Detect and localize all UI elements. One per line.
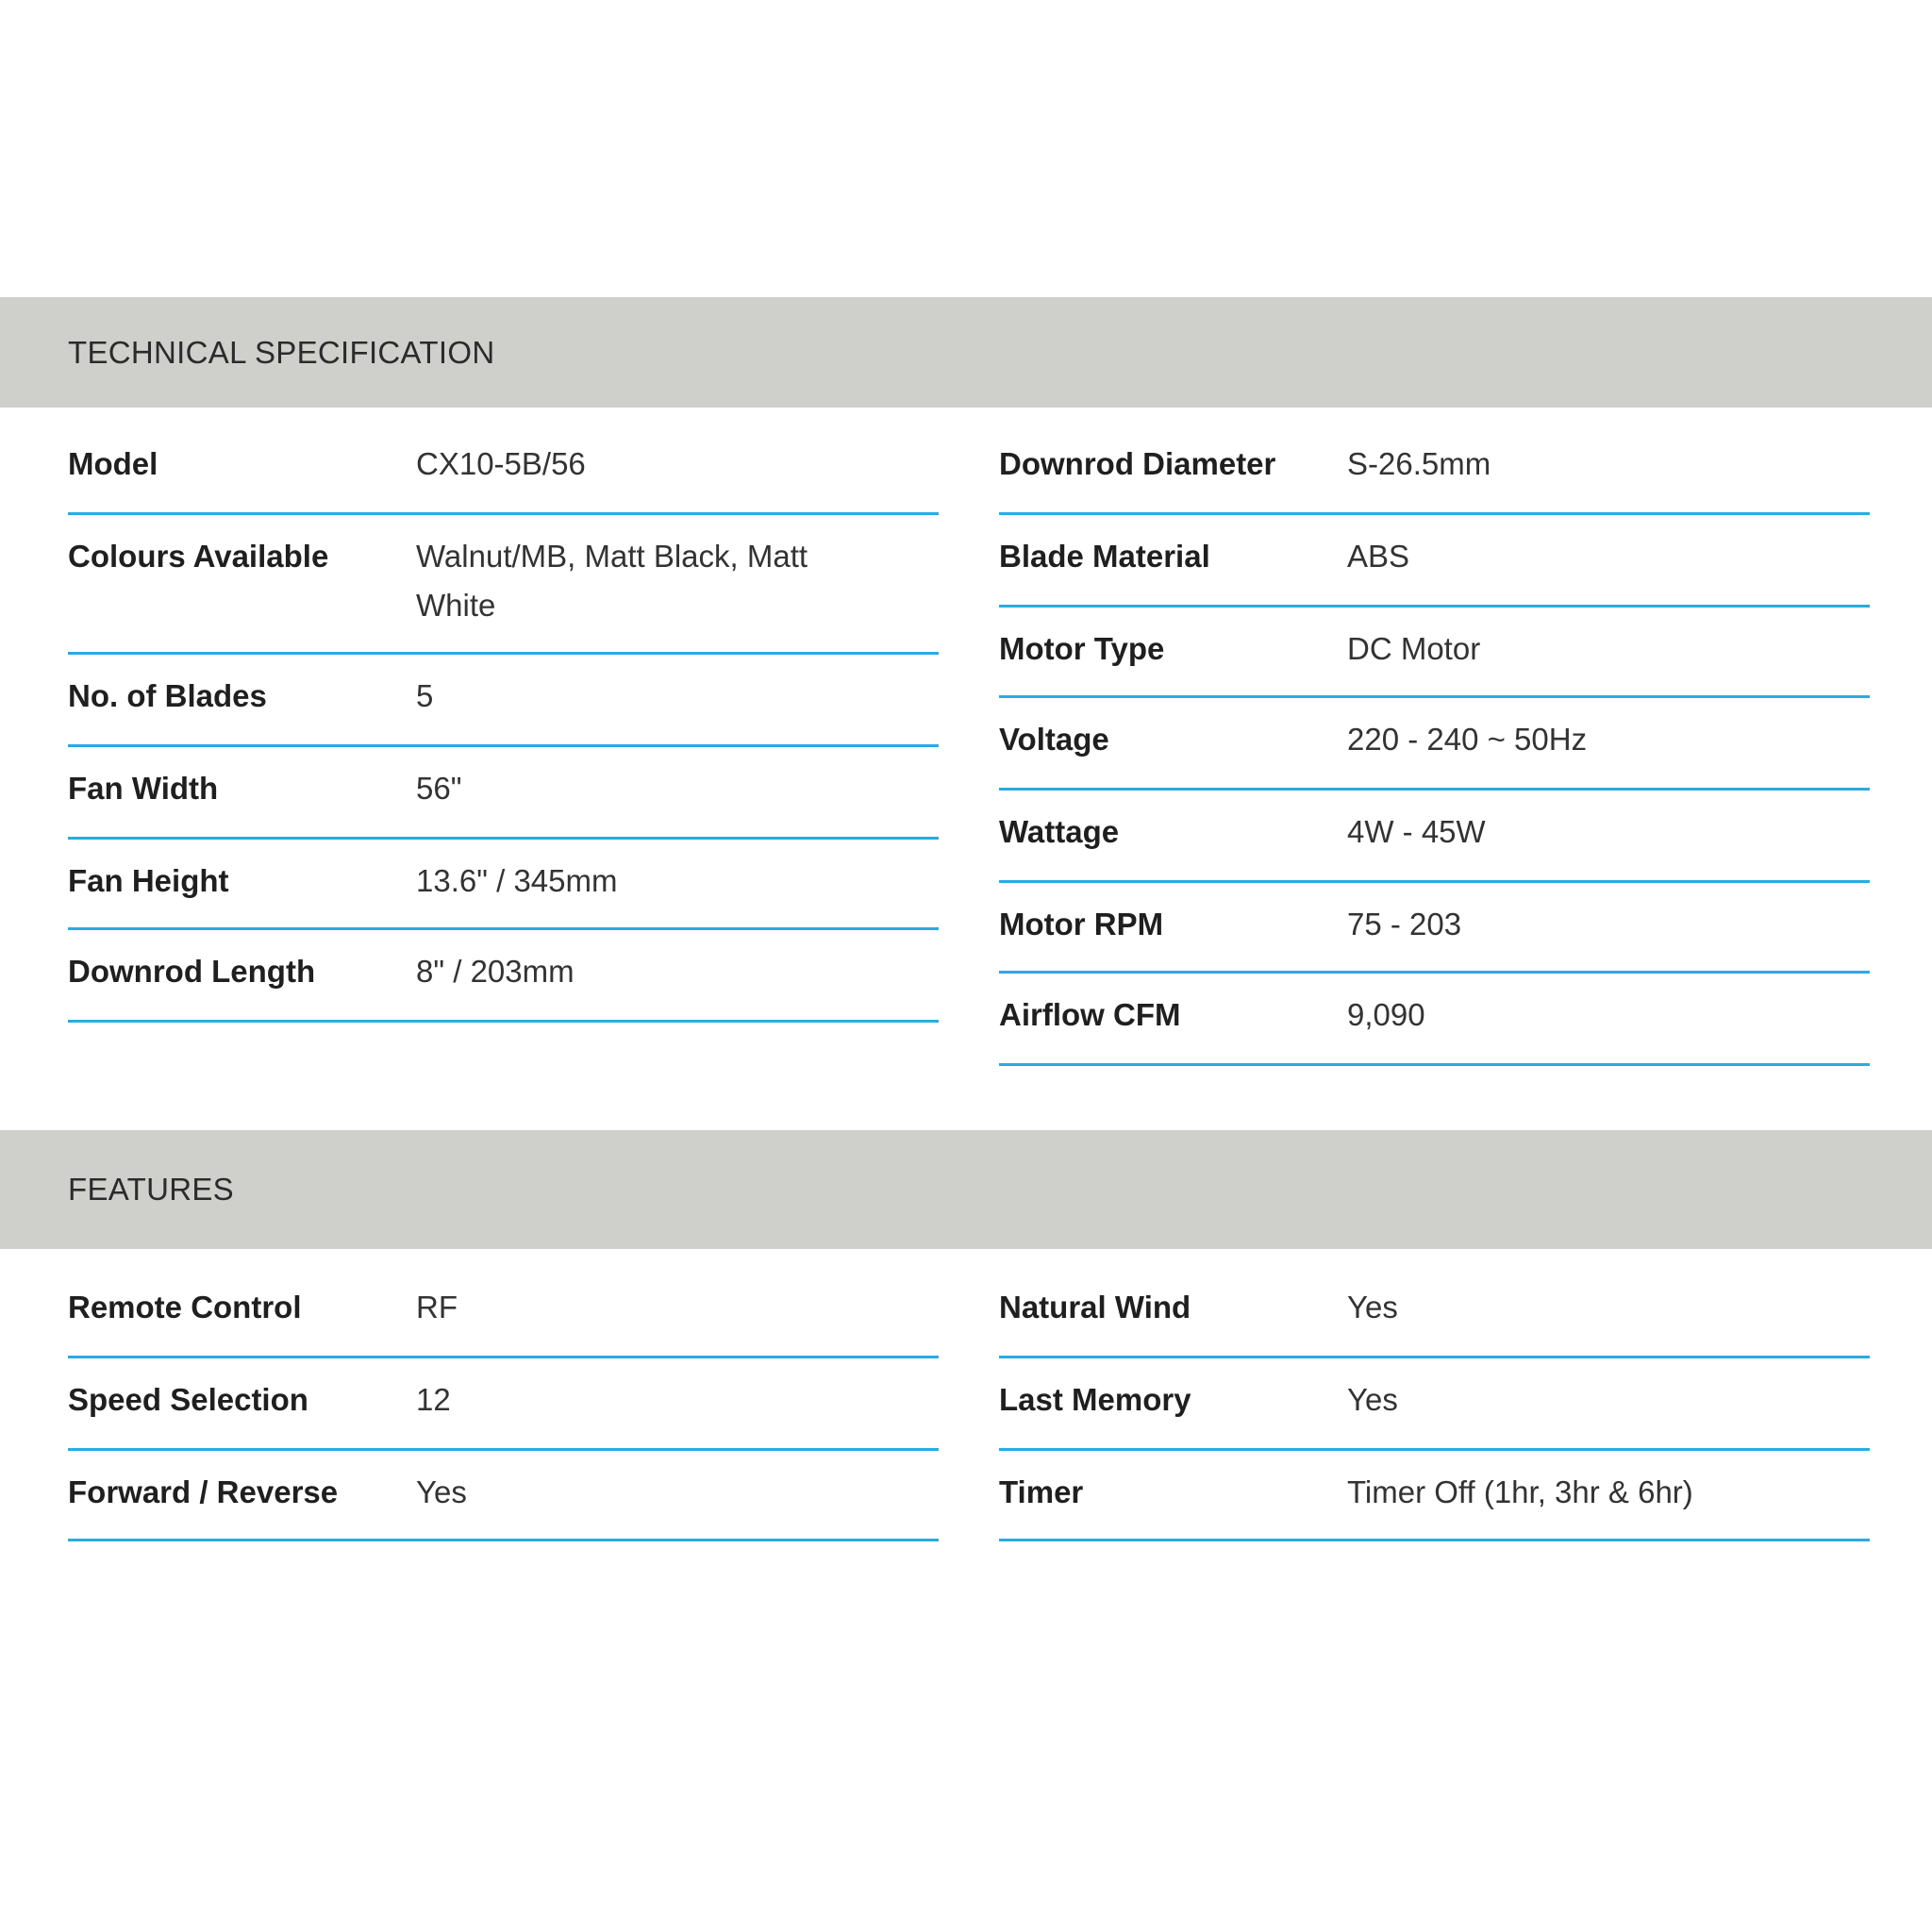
spec-row-colours-available <box>68 515 939 655</box>
spec-row-number-of-blades <box>68 655 939 747</box>
features-header <box>0 1130 1932 1249</box>
feature-row-last-memory <box>999 1358 1870 1451</box>
spec-label: Blade Material <box>999 539 1210 574</box>
spec-value: 8" / 203mm <box>416 954 575 989</box>
spec-row-fan-height <box>68 840 939 930</box>
spec-row-airflow-cfm <box>999 974 1870 1066</box>
spec-label: Downrod Length <box>68 954 316 989</box>
feature-value: RF <box>416 1290 458 1324</box>
technical-specification-title: TECHNICAL SPECIFICATION <box>68 334 495 370</box>
spec-value: 220 - 240 ~ 50Hz <box>1347 722 1588 757</box>
feature-row-speed-selection <box>68 1358 939 1451</box>
spec-label: Colours Available <box>68 539 329 574</box>
features-title: FEATURES <box>68 1172 234 1207</box>
feature-row-natural-wind <box>999 1285 1870 1358</box>
spec-value: 13.6" / 345mm <box>416 863 618 898</box>
spec-value: 4W - 45W <box>1347 814 1486 849</box>
feature-label: Speed Selection <box>68 1382 308 1417</box>
spec-label: Motor RPM <box>999 907 1164 941</box>
feature-value: Yes <box>1347 1382 1398 1417</box>
feature-value: Timer Off (1hr, 3hr & 6hr) <box>1347 1474 1693 1509</box>
spec-row-voltage <box>999 698 1870 791</box>
spec-row-downrod-length <box>68 930 939 1023</box>
spec-value: 9,090 <box>1347 997 1425 1032</box>
feature-value: Yes <box>416 1474 467 1509</box>
spec-row-fan-width <box>68 747 939 840</box>
spec-value: S-26.5mm <box>1347 446 1491 481</box>
feature-label: Remote Control <box>68 1290 302 1324</box>
spec-row-wattage <box>999 791 1870 883</box>
spec-value: CX10-5B/56 <box>416 446 586 481</box>
spec-label: Wattage <box>999 814 1120 849</box>
feature-label: Natural Wind <box>999 1290 1191 1324</box>
spec-value: 75 - 203 <box>1347 907 1462 941</box>
spec-label: Voltage <box>999 722 1109 757</box>
feature-row-forward-reverse <box>68 1451 939 1541</box>
feature-value: 12 <box>416 1382 451 1417</box>
spec-value: DC Motor <box>1347 631 1481 666</box>
technical-specification-right-column <box>999 441 1870 1066</box>
spec-row-model <box>68 441 939 515</box>
feature-row-remote-control <box>68 1285 939 1358</box>
spec-label: Motor Type <box>999 631 1165 666</box>
spec-row-downrod-diameter <box>999 441 1870 515</box>
spec-label: Model <box>68 446 158 481</box>
spec-label: Fan Width <box>68 771 219 806</box>
features-left-column <box>68 1285 939 1541</box>
feature-label: Forward / Reverse <box>68 1474 339 1509</box>
spec-value: Walnut/MB, Matt Black, Matt White <box>416 539 808 623</box>
spec-label: Fan Height <box>68 863 229 898</box>
technical-specification-header <box>0 297 1932 408</box>
spec-label: Downrod Diameter <box>999 446 1276 481</box>
spec-label: No. of Blades <box>68 678 267 713</box>
spec-value: ABS <box>1347 539 1410 574</box>
spec-row-motor-type <box>999 608 1870 698</box>
spec-row-blade-material <box>999 515 1870 608</box>
spec-value: 5 <box>416 678 434 713</box>
spec-value: 56" <box>416 771 462 806</box>
spec-row-motor-rpm <box>999 883 1870 974</box>
feature-label: Timer <box>999 1474 1084 1509</box>
feature-label: Last Memory <box>999 1382 1191 1417</box>
feature-row-timer <box>999 1451 1870 1541</box>
feature-value: Yes <box>1347 1290 1398 1324</box>
technical-specification-left-column <box>68 441 939 1023</box>
features-right-column <box>999 1285 1870 1541</box>
spec-label: Airflow CFM <box>999 997 1181 1032</box>
